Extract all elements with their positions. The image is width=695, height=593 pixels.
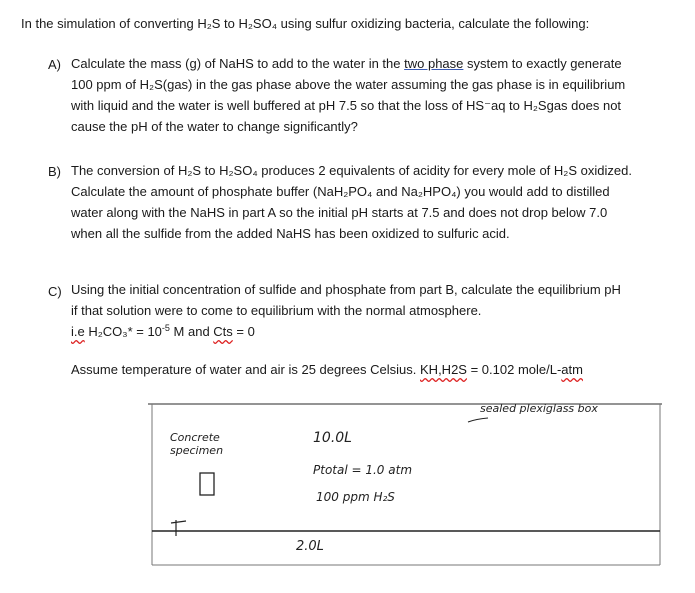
concrete-specimen-shape: [200, 473, 214, 495]
question-a-line-1: Calculate the mass (g) of NaHS to add to the water in the two phase system to exactly generate: [71, 56, 622, 71]
question-a-line-4: cause the pH of the water to change significantly?: [71, 119, 358, 134]
question-c-line-1: Using the initial concentration of sulfide and phosphate from part B, calculate the equilibrium pH: [71, 282, 621, 297]
question-c-label: C): [48, 284, 62, 299]
question-b-line-2: Calculate the amount of phosphate buffer (NaH₂PO₄ and Na₂HPO₄) you would add to distilled: [71, 184, 610, 199]
cts-text: Cts: [213, 324, 233, 339]
concrete-specimen-label: Concrete specimen: [170, 431, 224, 457]
question-b-line-1: The conversion of H₂S to H₂SO₄ produces 2 equivalents of acidity for every mole of H₂S oxidized.: [71, 163, 632, 178]
question-b-line-4: when all the sulfide from the added NaHS has been oxidized to sulfuric acid.: [71, 226, 510, 241]
volume-bottom-label: 2.0L: [296, 539, 324, 554]
question-a-label: A): [48, 57, 61, 72]
question-b-label: B): [48, 164, 61, 179]
pressure-label: Ptotal = 1.0 atm: [313, 463, 413, 477]
ie-text: i.e: [71, 324, 85, 339]
question-a-line-2: 100 ppm of H₂S(gas) in the gas phase above the water assuming the gas phase is in equilibrium: [71, 77, 626, 92]
question-a-line-3: with liquid and the water is well buffered at pH 7.5 so that the loss of HS⁻aq to H₂Sgas does not: [71, 98, 622, 113]
question-c-line-2: if that solution were to come to equilibrium with the normal atmosphere.: [71, 303, 482, 318]
intro-text: In the simulation of converting H₂S to H₂SO₄ using sulfur oxidizing bacteria, calculate the following:: [21, 16, 590, 31]
question-b-line-3: water along with the NaHS in part A so the initial pH starts at 7.5 and does not drop below 7.0: [71, 205, 608, 220]
gas-concentration-label: 100 ppm H₂S: [316, 490, 395, 504]
two-phase-link: two phase: [404, 56, 464, 71]
atm-unit: atm: [561, 362, 583, 377]
sealed-box-label: sealed plexiglass box: [480, 402, 598, 415]
question-c-line-3: i.e $H_2CO_3* = 10^{-5}$ M and Cts = 0: [71, 323, 255, 339]
assumption-text: Assume temperature of water and air is 25 degrees Celsius. KH,H2S = 0.102 mole/L-atm: [71, 362, 583, 377]
label-arrow: [468, 418, 488, 422]
kh-symbol: KH,H2S: [420, 362, 467, 377]
volume-top-label: 10.0L: [313, 430, 352, 446]
